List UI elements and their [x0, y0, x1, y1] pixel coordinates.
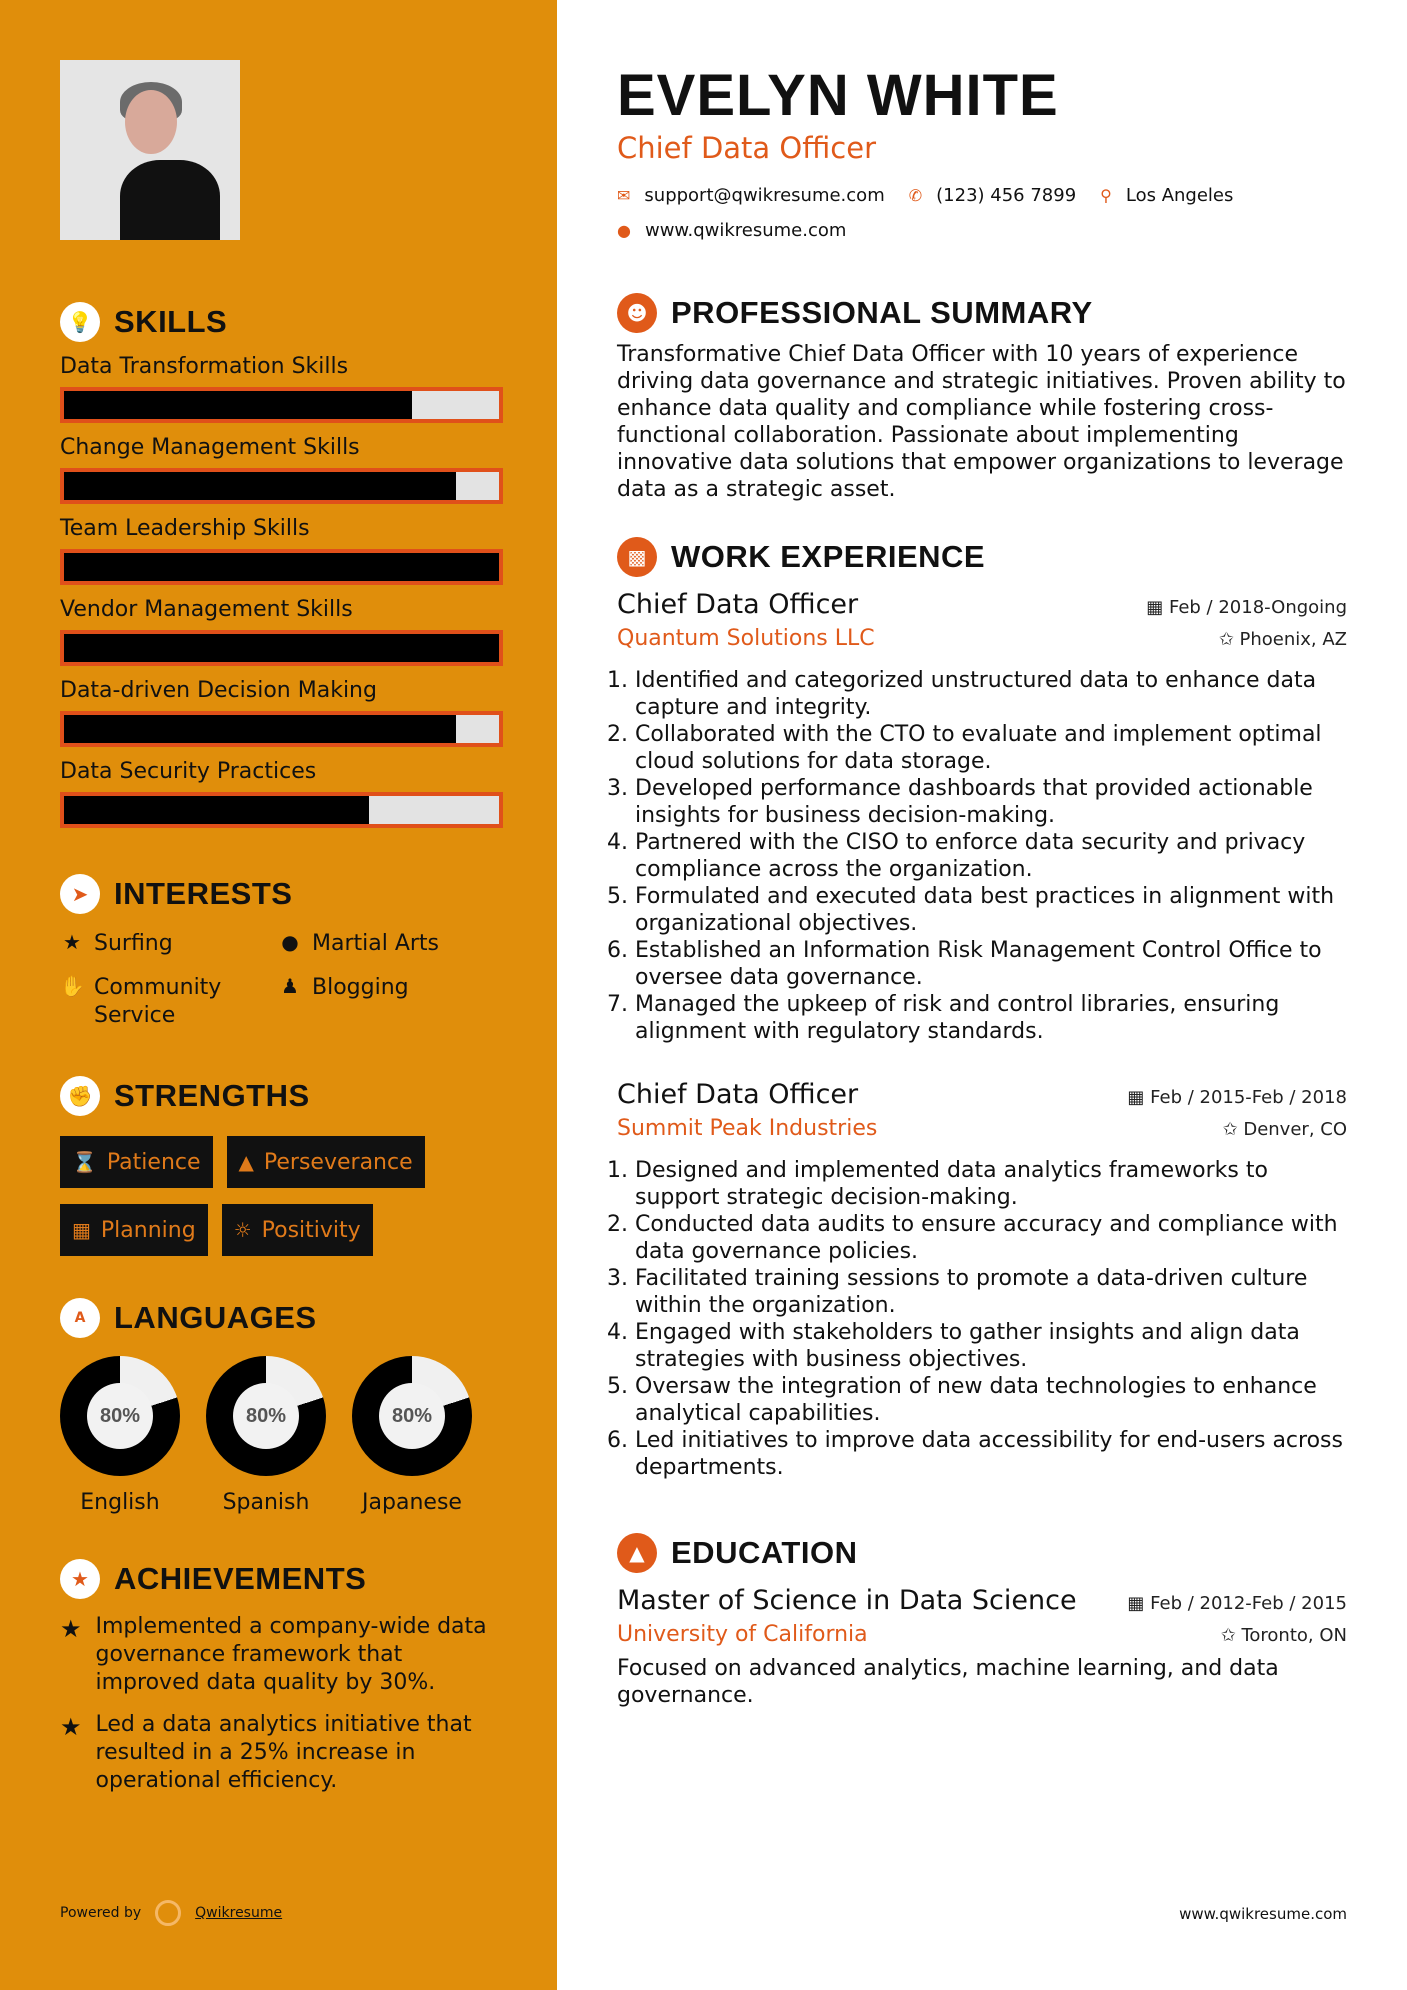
skill-name: Data-driven Decision Making — [60, 678, 377, 703]
responsibility-item: 7. Managed the upkeep of risk and control libraries, ensuring alignment with regulatory standards. — [635, 991, 1347, 1045]
globe-icon: ● — [617, 221, 631, 240]
star-icon: ★ — [60, 1615, 82, 1643]
map-pin-icon: ⚲ — [1100, 186, 1112, 205]
strength-tag — [60, 1136, 213, 1188]
interest-label: Martial Arts — [312, 931, 440, 956]
skills-title: SKILLS — [114, 304, 228, 339]
responsibility-item: 2. Conducted data audits to ensure accuracy and compliance with data governance policies. — [635, 1211, 1347, 1265]
summary-heading — [617, 293, 1347, 333]
interest-label: Community Service — [94, 975, 222, 1028]
paper-plane-icon: ➤ — [60, 874, 100, 914]
strengths-heading — [60, 1076, 557, 1116]
contact-location — [1100, 185, 1233, 206]
qwikresume-link[interactable]: Qwikresume — [195, 1905, 283, 1921]
interest-item — [278, 974, 496, 1030]
strength-label: Positivity — [261, 1217, 361, 1243]
summary-text: Transformative Chief Data Officer with 10 years of experience driving data governance and strategic initiatives. Proven ability to enhance data quality and compliance while fostering cross-functional collaboration. Passionate about implementing innovative data solutions that empower organizations to leverage data as a strategic asset. — [617, 342, 1346, 502]
achievement-text: Led a data analytics initiative that resulted in a 25% increase in operational efficiency. — [95, 1712, 472, 1793]
skill-item — [60, 354, 557, 423]
strength-tag — [227, 1136, 425, 1188]
skill-item — [60, 597, 557, 666]
photo-body — [120, 160, 220, 240]
strength-label: Planning — [100, 1217, 196, 1243]
responsibility-item: 4. Partnered with the CISO to enforce data security and privacy compliance across the organization. — [635, 829, 1347, 883]
skill-bar-fill — [64, 715, 456, 743]
calendar-icon: ▦ — [1127, 1593, 1151, 1614]
skill-bar-fill — [64, 391, 412, 419]
language-item — [60, 1356, 180, 1515]
summary-title: PROFESSIONAL SUMMARY — [671, 295, 1093, 330]
phone-text: (123) 456 7899 — [936, 185, 1077, 206]
job-company: Summit Peak Industries — [617, 1116, 878, 1141]
job-responsibilities — [617, 1157, 1347, 1481]
achievements-title: ACHIEVEMENTS — [114, 1561, 367, 1596]
skill-item — [60, 516, 557, 585]
responsibility-item: 3. Developed performance dashboards that provided actionable insights for business decision-making. — [635, 775, 1347, 829]
responsibility-item: 6. Led initiatives to improve data accessibility for end-users across departments. — [635, 1427, 1347, 1481]
skills-heading — [60, 302, 557, 342]
interest-item — [60, 974, 278, 1030]
language-name: Japanese — [362, 1490, 462, 1515]
skill-bar — [60, 468, 503, 504]
calendar-icon: ▦ — [72, 1218, 91, 1242]
contact-phone[interactable] — [909, 185, 1076, 206]
languages-title: LANGUAGES — [114, 1300, 317, 1335]
star-icon: ★ — [63, 930, 81, 954]
skill-name: Team Leadership Skills — [60, 516, 310, 541]
interest-item — [60, 930, 278, 958]
language-ring — [352, 1356, 472, 1476]
education-location — [1221, 1625, 1347, 1646]
language-item — [206, 1356, 326, 1515]
interest-label: Surfing — [94, 931, 173, 956]
education-date — [1127, 1593, 1347, 1614]
job-date — [1127, 1087, 1347, 1108]
hand-icon: ✋ — [60, 974, 85, 998]
powered-by — [60, 1900, 282, 1926]
job-company: Quantum Solutions LLC — [617, 626, 875, 651]
fist-icon: ✊ — [60, 1076, 100, 1116]
star-icon: ★ — [60, 1713, 82, 1741]
sun-icon: ☼ — [233, 1218, 252, 1242]
language-name: English — [80, 1490, 160, 1515]
skill-item — [60, 435, 557, 504]
education-title: EDUCATION — [671, 1535, 858, 1570]
contact-email[interactable] — [617, 185, 885, 206]
contact-info — [617, 185, 1357, 241]
footer-url[interactable]: www.qwikresume.com — [1179, 1905, 1347, 1923]
pin-icon: ✩ — [1218, 629, 1240, 650]
skill-bar — [60, 792, 503, 828]
powered-by-label: Powered by — [60, 1905, 142, 1921]
achievement-item — [60, 1711, 500, 1795]
education-subheader — [617, 1622, 1347, 1647]
main-content — [557, 0, 1407, 1990]
skill-bar — [60, 630, 503, 666]
education-date-text: Feb / 2012-Feb / 2015 — [1150, 1593, 1347, 1614]
responsibility-item: 1. Designed and implemented data analytics frameworks to support strategic decision-making. — [635, 1157, 1347, 1211]
skill-name: Data Transformation Skills — [60, 354, 349, 379]
job-subheader — [617, 1116, 1347, 1141]
language-item — [352, 1356, 472, 1515]
lightbulb-icon: 💡 — [60, 302, 100, 342]
experience-heading — [617, 537, 1347, 577]
education-header — [617, 1585, 1347, 1616]
skill-item — [60, 759, 557, 828]
education-entry — [617, 1585, 1347, 1709]
language-icon: A — [60, 1298, 100, 1338]
phone-icon: ✆ — [908, 186, 923, 205]
language-ring — [206, 1356, 326, 1476]
strength-tag — [60, 1204, 208, 1256]
responsibility-item: 5. Formulated and executed data best practices in alignment with organizational objectives. — [635, 883, 1347, 937]
qwikresume-logo-icon — [155, 1900, 181, 1926]
pin-icon: ✩ — [1222, 1119, 1244, 1140]
strength-label: Perseverance — [263, 1149, 413, 1175]
responsibility-item: 5. Oversaw the integration of new data technologies to enhance analytical capabilities. — [635, 1373, 1347, 1427]
skill-item — [60, 678, 557, 747]
interest-label: Blogging — [312, 975, 409, 1000]
award-star-icon: ★ — [60, 1559, 100, 1599]
graduation-cap-icon: ▲ — [617, 1533, 657, 1573]
hourglass-icon: ⌛ — [72, 1150, 97, 1174]
languages-list — [60, 1356, 557, 1515]
job-title: Chief Data Officer — [617, 589, 859, 620]
job-date-text: Feb / 2018-Ongoing — [1168, 597, 1347, 618]
contact-website[interactable] — [617, 220, 1357, 241]
interest-item — [278, 930, 496, 958]
job-header — [617, 1079, 1347, 1110]
envelope-icon: ✉ — [617, 186, 631, 205]
skill-bar-fill — [64, 553, 499, 581]
briefcase-icon: ▩ — [617, 537, 657, 577]
skill-bar-fill — [64, 472, 456, 500]
website-text: www.qwikresume.com — [644, 220, 847, 241]
road-icon: ▲ — [238, 1150, 254, 1174]
job-location-text: Phoenix, AZ — [1239, 629, 1347, 650]
language-percent: 80% — [87, 1383, 153, 1449]
job-date-text: Feb / 2015-Feb / 2018 — [1150, 1087, 1347, 1108]
job-subheader — [617, 626, 1347, 651]
skill-name: Vendor Management Skills — [60, 597, 353, 622]
education-heading — [617, 1533, 1347, 1573]
achievement-item — [60, 1613, 500, 1697]
location-text: Los Angeles — [1125, 185, 1234, 206]
skill-bar-fill — [64, 634, 499, 662]
education-description: Focused on advanced analytics, machine learning, and data governance. — [617, 1656, 1279, 1708]
candidate-role: Chief Data Officer — [617, 131, 876, 165]
languages-heading — [60, 1298, 557, 1338]
job-location — [1223, 1119, 1347, 1140]
job-entry — [617, 1079, 1347, 1481]
job-location-text: Denver, CO — [1243, 1119, 1347, 1140]
job-entry — [617, 589, 1347, 1045]
skill-bar-fill — [64, 796, 369, 824]
interests-list — [60, 930, 557, 1030]
profile-photo — [60, 60, 240, 240]
skill-name: Data Security Practices — [60, 759, 317, 784]
responsibility-item: 1. Identified and categorized unstructured data to enhance data capture and integrity. — [635, 667, 1347, 721]
job-date — [1146, 597, 1347, 618]
email-text: support@qwikresume.com — [644, 185, 885, 206]
achievements-list — [60, 1613, 557, 1795]
strength-tag — [222, 1204, 373, 1256]
candidate-name: EVELYN WHITE — [617, 63, 1059, 128]
job-title: Chief Data Officer — [617, 1079, 859, 1110]
photo-face — [125, 90, 177, 154]
calendar-icon: ▦ — [1146, 597, 1169, 618]
degree-title: Master of Science in Data Science — [617, 1585, 1077, 1616]
strengths-list — [60, 1136, 503, 1256]
achievements-heading — [60, 1559, 557, 1599]
language-name: Spanish — [222, 1490, 310, 1515]
users-icon: ♟ — [281, 974, 299, 998]
language-percent: 80% — [379, 1383, 445, 1449]
skill-bar — [60, 387, 503, 423]
school-name: University of California — [617, 1622, 868, 1647]
responsibility-item: 3. Facilitated training sessions to promote a data-driven culture within the organization. — [635, 1265, 1347, 1319]
sidebar — [0, 0, 557, 1990]
experience-title: WORK EXPERIENCE — [671, 539, 986, 574]
job-header — [617, 589, 1347, 620]
strengths-title: STRENGTHS — [114, 1078, 310, 1113]
responsibility-item: 4. Engaged with stakeholders to gather insights and align data strategies with business objectives. — [635, 1319, 1347, 1373]
skill-name: Change Management Skills — [60, 435, 360, 460]
interests-heading — [60, 874, 557, 914]
user-icon: ☻ — [617, 293, 657, 333]
skill-bar — [60, 711, 503, 747]
achievement-text: Implemented a company-wide data governance framework that improved data quality by 30%. — [95, 1614, 487, 1695]
responsibility-item: 6. Established an Information Risk Management Control Office to oversee data governance. — [635, 937, 1347, 991]
job-location — [1219, 629, 1347, 650]
responsibility-item: 2. Collaborated with the CTO to evaluate and implement optimal cloud solutions for data storage. — [635, 721, 1347, 775]
pin-icon: ✩ — [1220, 1625, 1242, 1646]
calendar-icon: ▦ — [1127, 1087, 1151, 1108]
skills-list — [60, 354, 557, 828]
interests-title: INTERESTS — [114, 876, 293, 911]
language-ring — [60, 1356, 180, 1476]
job-responsibilities — [617, 667, 1347, 1045]
education-location-text: Toronto, ON — [1241, 1625, 1347, 1646]
strength-label: Patience — [106, 1149, 201, 1175]
skill-bar — [60, 549, 503, 585]
language-percent: 80% — [233, 1383, 299, 1449]
globe-icon: ● — [281, 930, 299, 954]
